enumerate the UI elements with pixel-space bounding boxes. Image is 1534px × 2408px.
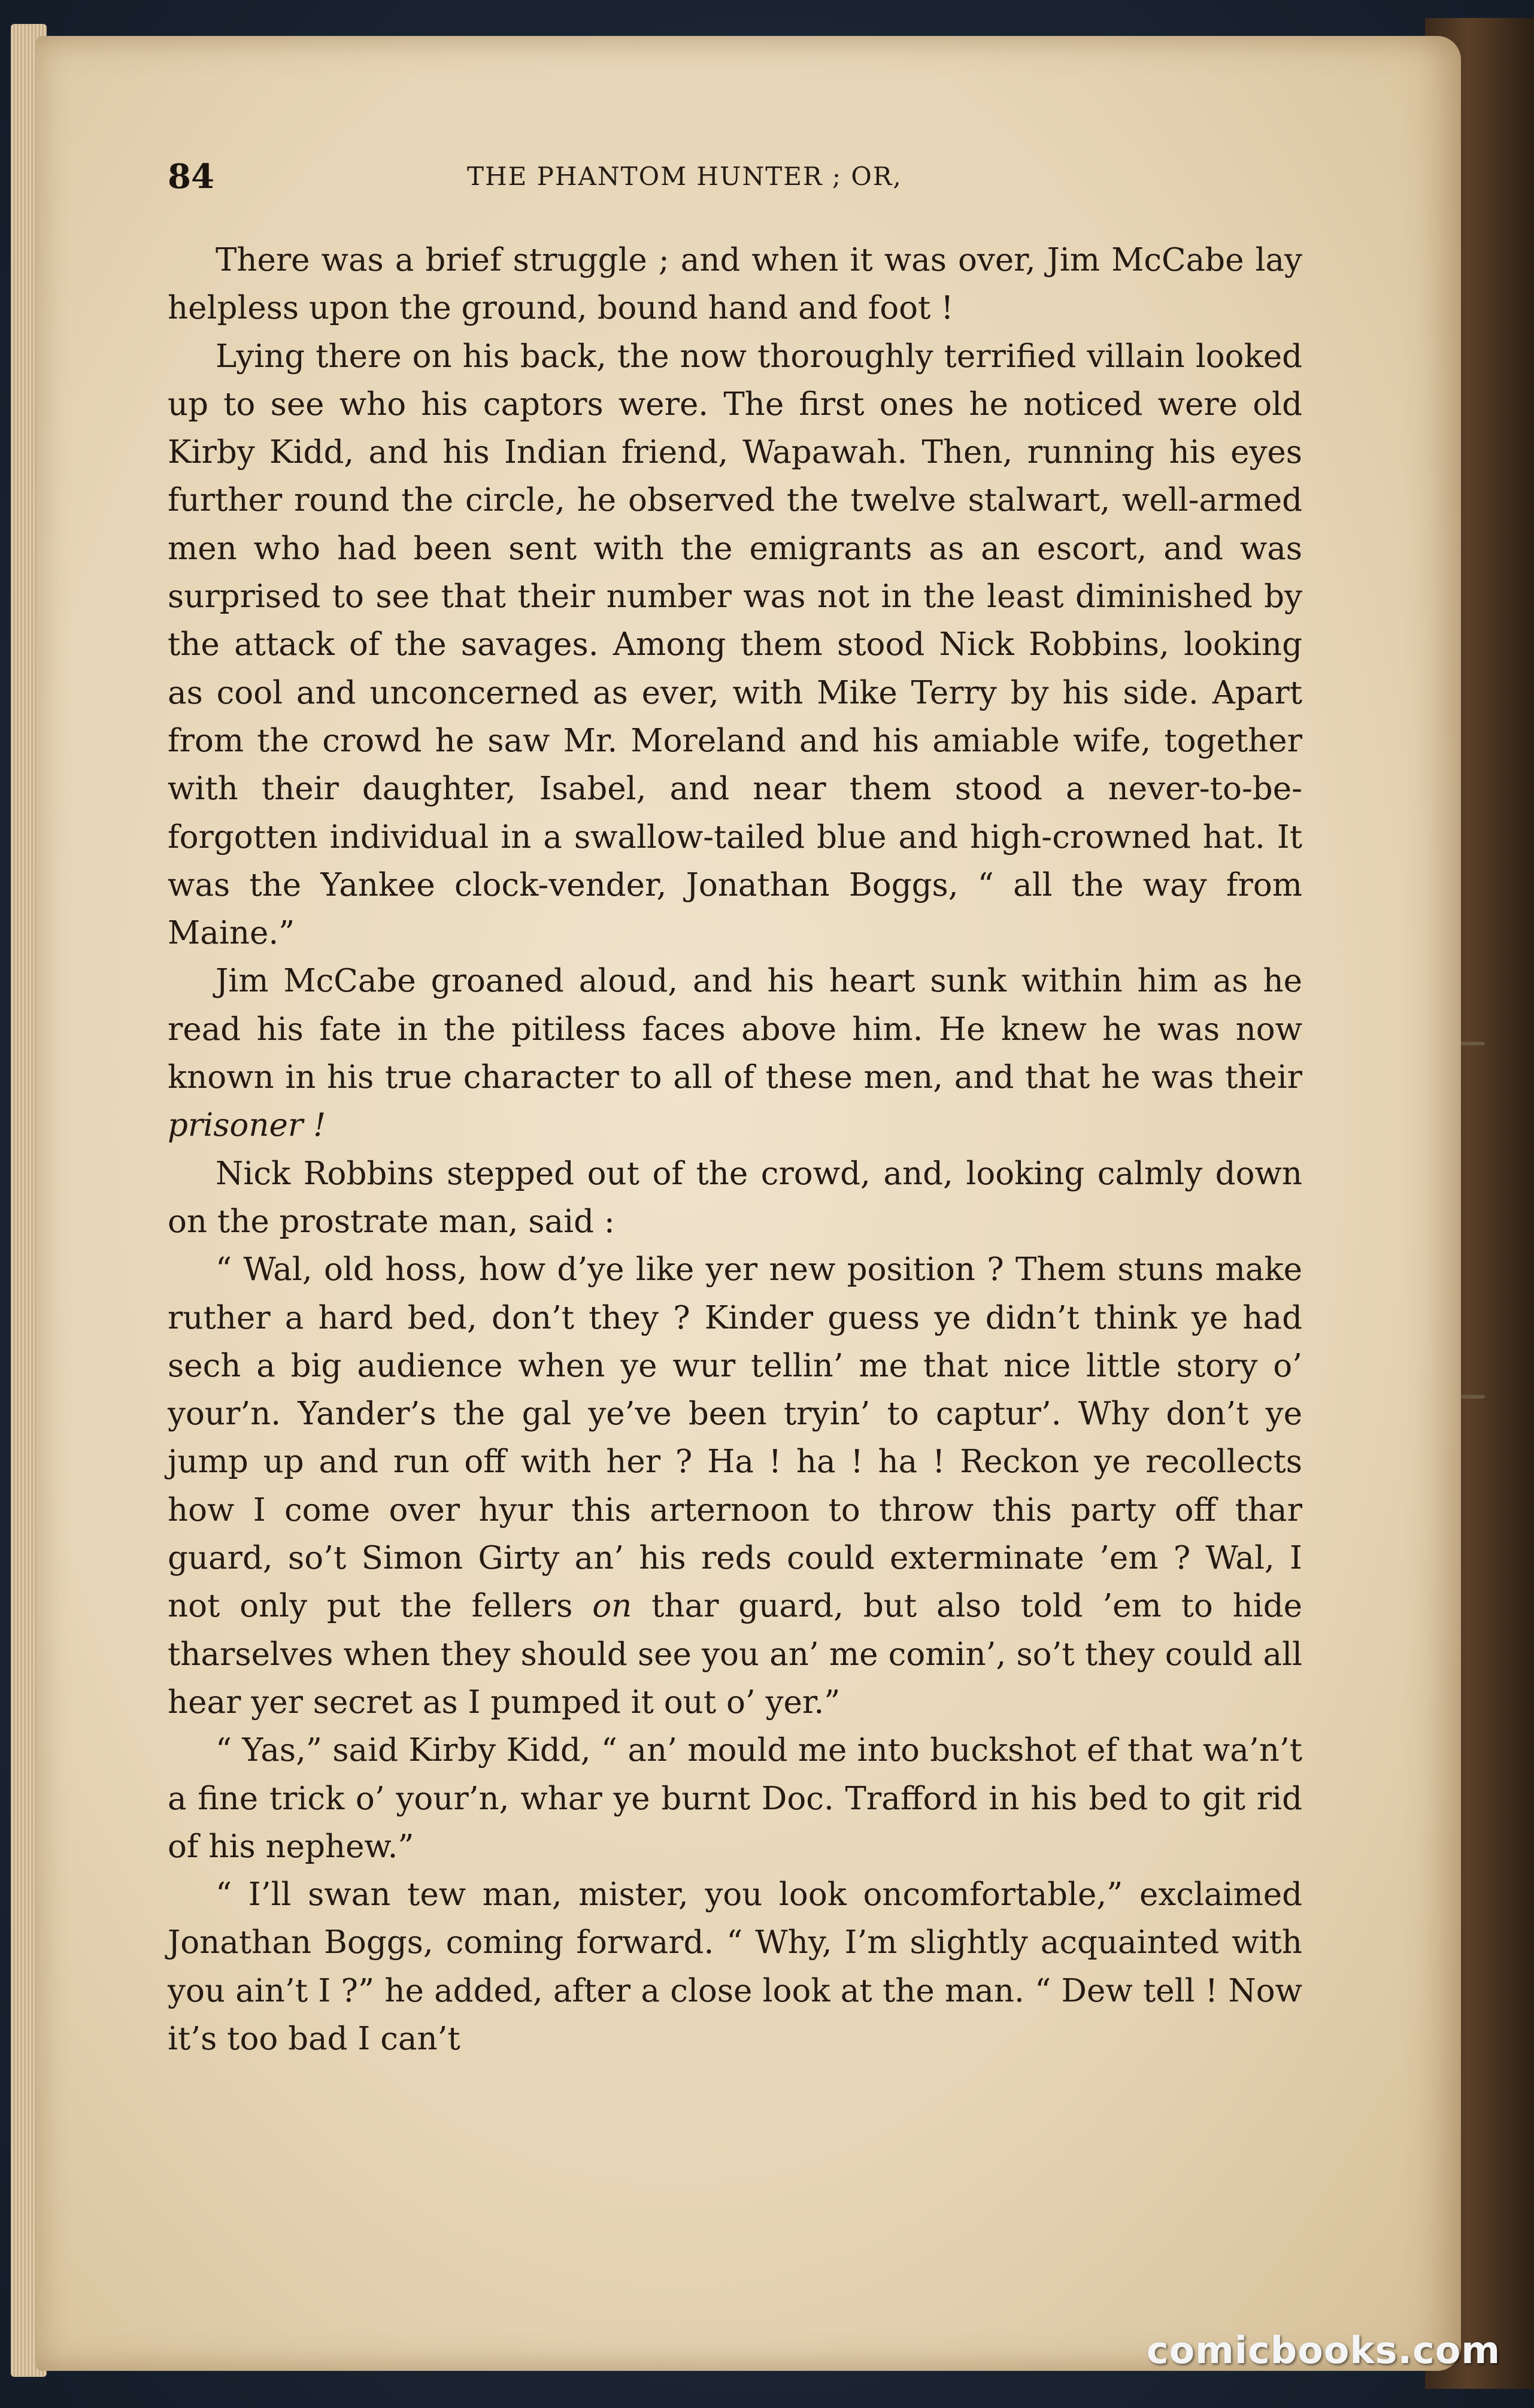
paragraph: [168, 1246, 1302, 1727]
paragraph: [168, 957, 1302, 1150]
paragraph-text: “ Wal, old hoss, how d’ye like yer new position ? Them stuns make ruther a hard bed, don’t they ? Kinder guess ye didn’t think ye had sech a big audience when ye wur tellin’ me that nice little story o’ your’n. Yander’s the gal ye’ve been tryin’ to captur’. Why don’t ye jump up and run off with her ? Ha ! ha ! ha ! Reckon ye recollects how I come over hyur this arternoon to throw this party off thar guard, so’t Simon Girty an’ his reds could exterminate ’em ? Wal, I not only put the fellers: [168, 1251, 1302, 1625]
binding-thread: [1461, 1395, 1485, 1399]
paragraph: “ I’ll swan tew man, mister, you look oncomfortable,” exclaimed Jonathan Boggs, coming forward. “ Why, I’m slightly acquainted with you ain’t I ?” he added, after a close look at the man. “ Dew tell ! Now it’s too bad I can’t: [168, 1876, 1302, 2057]
running-head: THE PHANTOM HUNTER ; OR,: [467, 162, 902, 191]
binding-thread: [1461, 1042, 1485, 1045]
watermark: comicbooks.com: [1146, 2328, 1500, 2372]
page-header: [168, 157, 1305, 205]
italic-text: prisoner !: [168, 1107, 326, 1144]
paragraph-text: thar guard, but also told ’em to hide tharselves when they should see you an’ me comin’, so’t they could all hear yer secret as I pumped it out o’ yer.”: [168, 1588, 1302, 1721]
body-text: [168, 236, 1302, 2063]
paragraph: Lying there on his back, the now thoroughly terrified villain looked up to see who his captors were. The first ones he noticed were old Kirby Kidd, and his Indian friend, Wapawah. Then, running his eyes further round the circle, he observed the twelve stalwart, well-armed men who had been sent with the emigrants as an escort, and was surprised to see that their number was not in the least diminished by the attack of the savages. Among them stood Nick Robbins, looking as cool and unconcerned as ever, with Mike Terry by his side. Apart from the crowd he saw Mr. Moreland and his amiable wife, together with their daughter, Isabel, and near them stood a never-to-be-forgotten individual in a swallow-tailed blue and high-crowned hat. It was the Yankee clock-vender, Jonathan Boggs, “ all the way from Maine.”: [168, 338, 1302, 952]
italic-text: on: [592, 1588, 632, 1625]
paragraph: Nick Robbins stepped out of the crowd, and, looking calmly down on the prostrate man, said :: [168, 1155, 1302, 1240]
paragraph-text: Jim McCabe groaned aloud, and his heart sunk within him as he read his fate in the pitiless faces above him. He knew he was now known in his true character to all of these men, and that he was their: [168, 963, 1302, 1096]
paragraph: “ Yas,” said Kirby Kidd, “ an’ mould me into buckshot ef that wa’n’t a fine trick o’ your’n, whar ye burnt Doc. Trafford in his bed to git rid of his nephew.”: [168, 1732, 1302, 1865]
paragraph: There was a brief struggle ; and when it was over, Jim McCabe lay helpless upon the ground, bound hand and foot !: [168, 242, 1302, 327]
page-number: 84: [168, 157, 214, 196]
